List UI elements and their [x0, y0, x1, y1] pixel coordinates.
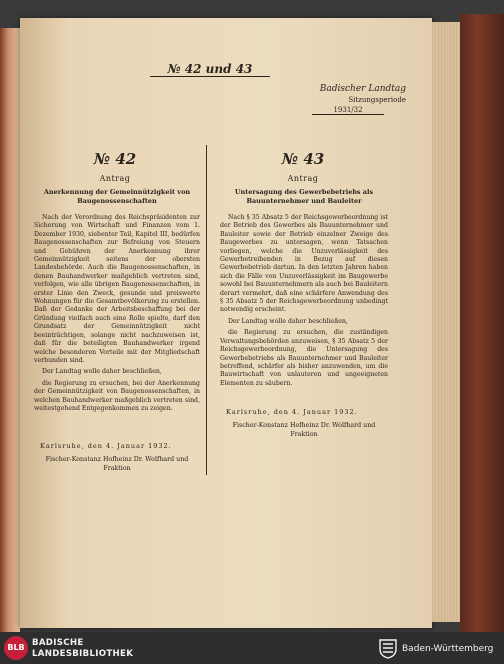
- left-signatories: Fischer-Konstanz Hofheinz Dr. Wolfhard und Fraktion: [45, 456, 189, 472]
- session-label: Sitzungsperiode: [348, 96, 406, 104]
- lion-emblem-icon: [378, 637, 398, 659]
- book-binding: [460, 14, 504, 632]
- document-number-header: № 42 und 43: [150, 62, 270, 77]
- right-motion-title: Untersagung des Gewerbebetriebs als Bauunternehmer und Bauleiter: [234, 188, 374, 205]
- blb-name-line1: BADISCHE: [32, 638, 84, 648]
- left-paragraph: die Regierung zu ersuchen, bei der Anerkennung der Gemeinnützigkeit von Baugenossenschaften, in welchen Bauhandwerker maßgeblich vertreten sind, weitestgehend Entgegenkommen zu zeigen.: [34, 379, 200, 412]
- page-stack-edges: [432, 22, 460, 622]
- left-motion-title: Anerkennung der Gemeinnützigkeit von Baugenossenschaften: [43, 188, 191, 205]
- blb-name-line2: LANDESBIBLIOTHEK: [32, 649, 134, 659]
- left-paragraph: Der Landtag wolle daher beschließen,: [42, 368, 162, 376]
- left-place-date: Karlsruhe, den 4. Januar 1932.: [40, 442, 172, 450]
- left-motion-number: № 42: [93, 150, 137, 168]
- right-paragraph: Der Landtag wolle daher beschließen,: [228, 317, 348, 325]
- left-motion-body: [34, 214, 200, 416]
- region-name: Baden-Württemberg: [402, 644, 494, 654]
- column-divider: [206, 145, 207, 475]
- right-paragraph: Nach § 35 Absatz 5 der Reichsgewerbeordnung ist der Betrieb des Gewerbes als Bauunternehmer und Bauleiter sowie der Betrieb einzelner Zweige des Baugewerbes zu untersagen, wenn Tatsachen vorliegen, welche die Unzuverlässigkeit des Gewerbetreibenden in Bezug auf diesen Gewerbebetrieb dartun. In den letzten Jahren haben sich die Fälle von Unzuverlässigkeit im Baugewerbe sowohl bei Bauunternehmern als auch bei Bauleitern derart vermehrt, daß eine schärfere Anwendung des § 35 Absatz 5 der Reichsgewerbeordnung unbedingt notwendig erscheint.: [220, 214, 388, 314]
- blb-logo[interactable]: BLB: [4, 636, 28, 660]
- session-year: 1931/32: [312, 106, 384, 115]
- left-page-edge: [0, 28, 20, 632]
- left-motion-heading: Antrag: [99, 174, 131, 183]
- right-paragraph: die Regierung zu ersuchen, die zuständigen Verwaltungsbehörden anzuweisen, § 35 Absatz 5 der Reichsgewerbeordnung, die Untersagung des Gewerbebetriebs als Bauunternehmer und Bauleiter betreffend, schärfer als bisher anzuwenden, um die Bauwirtschaft von unlauteren und ungeeigneten Elementen zu säubern.: [220, 329, 388, 387]
- left-paragraph: Nach der Verordnung des Reichspräsidenten zur Sicherung von Wirtschaft und Finanzen vom 1. Dezember 1930, siebenter Teil, Kapitel III, bedürfen Baugenossenschaften zur Befreiung von Steuern und Gebühren der Anerkennung ihrer Gemeinnützigkeit seitens der obersten Landesbehörde. Auch die Baugenossenschaften, in denen Bauhandwerker maßgeblich vertreten sind, verfolgen, wie alle übrigen Baugenossenschaften, in erster Linie den Zweck, gesunde und preiswerte Wohnungen für die Gesamtbevölkerung zu erstellen. Daß der Gedanke der Arbeitsbeschaffung bei der Gründung vielfach auch eine Rolle spielte, darf den Grundsatz der Gemeinnützigkeit nicht beeinträchtigen, solange nicht nachzuweisen ist, daß für die beteiligten Bauhandwerker irgend welche besonderen Vorteile mit der Mitgliedschaft verbunden sind.: [34, 214, 200, 364]
- right-motion-body: [220, 214, 388, 391]
- right-place-date: Karlsruhe, den 4. Januar 1932.: [226, 408, 358, 416]
- right-signatories: Fischer-Konstanz Hofheinz Dr. Wolfhard und Fraktion: [232, 422, 376, 438]
- right-motion-number: № 43: [281, 150, 325, 168]
- publisher-name: Badischer Landtag: [319, 84, 406, 94]
- right-motion-heading: Antrag: [287, 174, 319, 183]
